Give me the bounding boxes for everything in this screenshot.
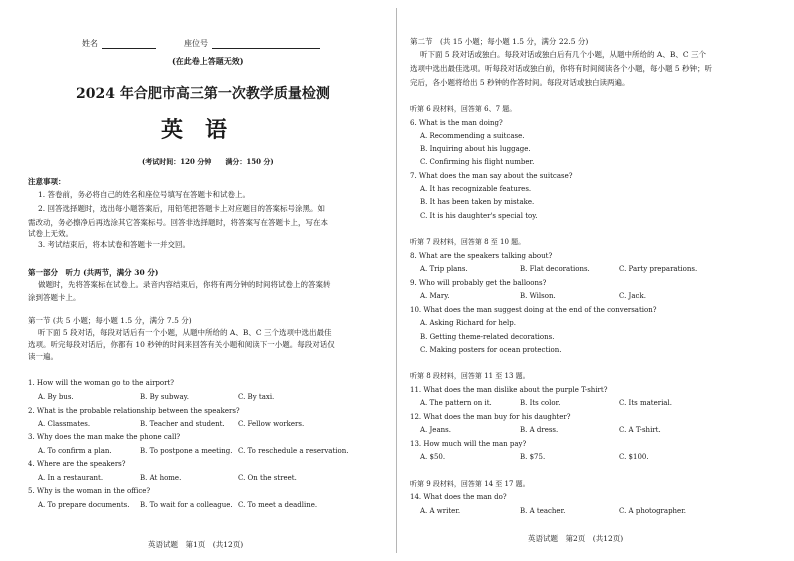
option-3a: A. To confirm a plan. <box>38 447 112 455</box>
instruction-2: 2. 回答选择题时，选出每小题答案后，用铅笔把答题卡上对应题目的答案标号涂黑。如 <box>38 204 326 213</box>
name-fill-line <box>102 40 156 49</box>
option-14a: A. A writer. <box>420 507 461 515</box>
seat-label: 座位号 <box>184 39 208 48</box>
part1-desc: 做题时，先将答案标在试卷上。录音内容结束后，你将有两分钟的时间将试卷上的答案转 <box>38 280 331 289</box>
option-1a: A. By bus. <box>38 393 74 401</box>
option-4b: B. At home. <box>140 474 182 482</box>
question-9: 9. Who will probably get the balloons? <box>410 279 547 287</box>
option-2a: A. Classmates. <box>38 420 91 428</box>
question-14: 14. What does the man do? <box>410 493 507 501</box>
option-3c: C. To reschedule a reservation. <box>238 447 349 455</box>
option-3b: B. To postpone a meeting. <box>140 447 233 455</box>
group9-intro: 听第 9 段材料，回答第 14 至 17 题。 <box>410 480 530 488</box>
option-6a: A. Recommending a suitcase. <box>420 132 525 140</box>
option-5c: C. To meet a deadline. <box>238 501 318 509</box>
option-7c: C. It is his daughter's special toy. <box>420 212 538 220</box>
option-13c: C. $100. <box>619 453 649 461</box>
time-score: (考试时间：120 分钟 满分：150 分) <box>142 157 274 166</box>
instruction-1: 1. 答卷前，务必将自己的姓名和座位号填写在答题卡和试卷上。 <box>38 190 251 199</box>
option-11b: B. Its color. <box>520 399 561 407</box>
option-13b: B. $75. <box>520 453 546 461</box>
option-2c: C. Fellow workers. <box>238 420 305 428</box>
part1-desc-cont: 涂到答题卡上。 <box>28 293 81 302</box>
option-8c: C. Party preparations. <box>619 265 698 273</box>
subject-title: 英 语 <box>161 117 228 143</box>
instruction-3: 3. 考试结束后，将本试卷和答题卡一并交回。 <box>38 240 191 249</box>
group7-intro: 听第 7 段材料，回答第 8 至 10 题。 <box>410 238 526 246</box>
question-4: 4. Where are the speakers? <box>28 460 126 468</box>
question-11: 11. What does the man dislike about the purple T-shirt? <box>410 386 608 394</box>
option-1c: C. By taxi. <box>238 393 275 401</box>
section2-heading: 第二节 (共 15 小题；每小题 1.5 分，满分 22.5 分) <box>410 37 589 46</box>
question-6: 6. What is the man doing? <box>410 119 503 127</box>
option-4a: A. In a restaurant. <box>38 474 104 482</box>
option-10c: C. Making posters for ocean protection. <box>420 346 562 354</box>
instruction-2-cont: 需改动，务必擦净后再选涂其它答案标号。回答非选择题时，将答案写在答题卡上，写在本 <box>28 218 328 227</box>
option-6c: C. Confirming his flight number. <box>420 158 535 166</box>
option-10b: B. Getting theme-related decorations. <box>420 333 555 341</box>
section1-desc-end: 读一遍。 <box>28 352 58 361</box>
option-11a: A. The pattern on it. <box>420 399 492 407</box>
page-divider <box>396 8 397 553</box>
question-5: 5. Why is the woman in the office? <box>28 487 151 495</box>
question-3: 3. Why does the man make the phone call? <box>28 433 181 441</box>
question-2: 2. What is the probable relationship between the speakers? <box>28 407 240 415</box>
option-10a: A. Asking Richard for help. <box>420 319 516 327</box>
section2-desc: 听下面 5 段对话或独白。每段对话或独白后有几个小题，从题中所给的 A、B、C 三个 <box>420 50 706 59</box>
option-8b: B. Flat decorations. <box>520 265 590 273</box>
seat-fill-line <box>212 40 320 49</box>
question-10: 10. What does the man suggest doing at the end of the conversation? <box>410 306 657 314</box>
section1-desc: 听下面 5 段对话，每段对话后有一个小题，从题中所给的 A、B、C 三个选项中选出最佳 <box>38 328 332 337</box>
option-4c: C. On the street. <box>238 474 297 482</box>
section2-desc-cont: 选项中选出最佳选项。听每段对话或独白前，你将有时间阅读各个小题，每小题 5 秒钟；听 <box>410 64 713 73</box>
option-12b: B. A dress. <box>520 426 559 434</box>
option-5b: B. To wait for a colleague. <box>140 501 233 509</box>
question-7: 7. What does the man say about the suitcase? <box>410 172 573 180</box>
instruction-2-end: 试卷上无效。 <box>28 229 73 238</box>
option-13a: A. $50. <box>420 453 446 461</box>
question-1: 1. How will the woman go to the airport? <box>28 379 175 387</box>
question-13: 13. How much will the man pay? <box>410 440 527 448</box>
option-7a: A. It has recognizable features. <box>420 185 532 193</box>
option-9b: B. Wilson. <box>520 292 556 300</box>
option-2b: B. Teacher and student. <box>140 420 225 428</box>
exam-title: 2024 年合肥市高三第一次教学质量检测 <box>76 86 330 102</box>
option-9c: C. Jack. <box>619 292 646 300</box>
question-12: 12. What does the man buy for his daughter? <box>410 413 571 421</box>
option-12c: C. A T-shirt. <box>619 426 661 434</box>
option-12a: A. Jeans. <box>420 426 451 434</box>
option-6b: B. Inquiring about his luggage. <box>420 145 531 153</box>
section2-desc-end: 完后，各小题将给出 5 秒钟的作答时间。每段对话或独白读两遍。 <box>410 78 630 87</box>
option-14c: C. A photographer. <box>619 507 687 515</box>
group8-intro: 听第 8 段材料，回答第 11 至 13 题。 <box>410 372 530 380</box>
page-2-footer: 英语试题 第2页 (共12页) <box>528 534 624 543</box>
option-8a: A. Trip plans. <box>420 265 468 273</box>
option-9a: A. Mary. <box>420 292 450 300</box>
option-1b: B. By subway. <box>140 393 189 401</box>
instructions-heading: 注意事项： <box>28 177 66 186</box>
option-14b: B. A teacher. <box>520 507 566 515</box>
section1-desc-cont: 选项。听完每段对话后，你都有 10 秒钟的时间来回答有关小题和阅读下一小题。每段对话仅 <box>28 340 335 349</box>
name-label: 姓名 <box>82 39 98 48</box>
option-11c: C. Its material. <box>619 399 672 407</box>
question-8: 8. What are the speakers talking about? <box>410 252 553 260</box>
group6-intro: 听第 6 段材料，回答第 6、7 题。 <box>410 105 517 113</box>
page-1-footer: 英语试题 第1页 (共12页) <box>148 540 244 549</box>
answer-notice: (在此卷上答题无效) <box>172 56 244 66</box>
option-5a: A. To prepare documents. <box>38 501 130 509</box>
section1-heading: 第一节 (共 5 小题；每小题 1.5 分，满分 7.5 分) <box>28 316 192 325</box>
option-7b: B. It has been taken by mistake. <box>420 198 535 206</box>
part1-heading: 第一部分 听力 (共两节，满分 30 分) <box>28 268 159 277</box>
